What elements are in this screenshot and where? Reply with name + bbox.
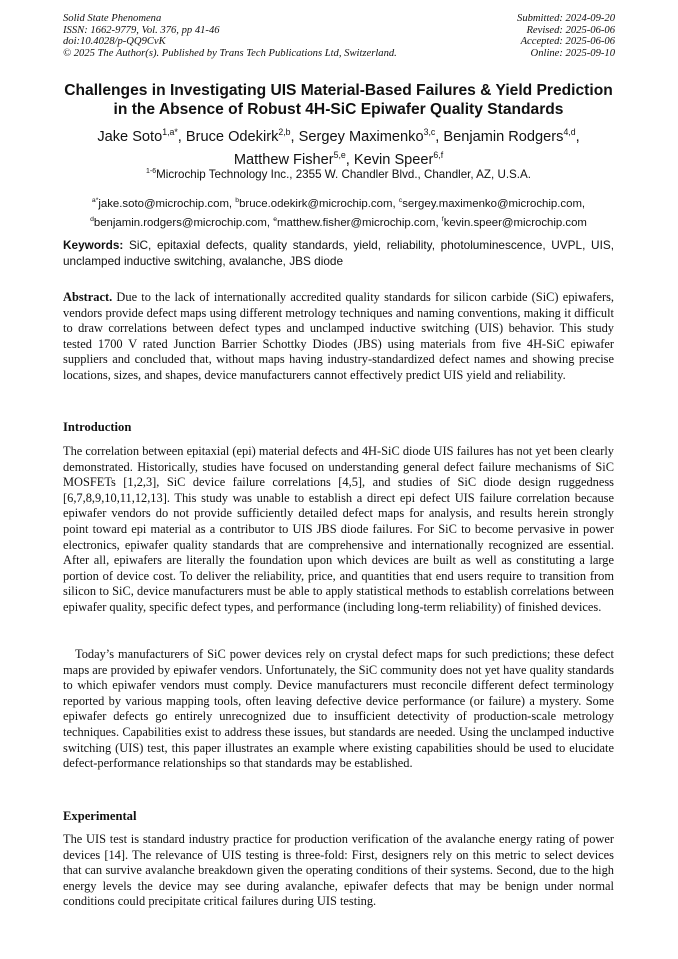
submitted-date: Submitted: 2024-09-20	[517, 13, 615, 24]
email-link[interactable]: $^b$bruce.odekirk@microchip.com,	[235, 197, 399, 210]
keywords-label: Keywords:	[63, 238, 124, 252]
abstract-text: Due to the lack of internationally accredited quality standards for silicon carbide (SiC) epiwafers, vendors provide defect maps using different metrology techniques and naming conventions, making it difficult to draw correlations between defect types and unclamped inductive switching (UIS) behavior. This study tested 1700 V rated Junction Barrier Schottky Diodes (JBS) using materials from five 4H-SiC epiwafer suppliers and concluded that, without maps having industry-standardized defect names and showing precise locations, sizes, and shapes, device manufacturers cannot effectively predict UIS yield and reliability.	[63, 290, 614, 382]
author: Matthew Fisher$^{5,e}$	[233, 150, 346, 169]
publication-dates	[517, 13, 615, 59]
abstract	[63, 290, 614, 384]
author: Sergey Maximenko$^{3,c}$	[298, 127, 436, 145]
journal-info	[63, 13, 397, 59]
keywords	[63, 238, 614, 269]
author: Kevin Speer$^{6,f}$	[353, 150, 444, 169]
revised-date: Revised: 2025-06-06	[526, 24, 615, 36]
paper-title: Challenges in Investigating UIS Material-Based Failures & Yield Prediction in the Absence of Robust 4H-SiC Epiwafer Quality Standards	[64, 82, 613, 118]
author: Benjamin Rodgers$^{4,d}$	[443, 127, 576, 145]
paragraph: Today’s manufacturers of SiC power devices rely on crystal defect maps for such predictions; these defect maps are provided by epiwafer vendors. Unfortunately, the SiC community does not yet have quality standards to which epiwafer vendors must comply. Device manufacturers must reconcile different defect terminology reported by various mapping tools, often leaving defective device performance (or failure) a mystery. Some epiwafer defects go entirely unrecognized due to insufficient detectivity of production-scale metrology techniques. Capabilities exist to address these issues, but standards are needed. Using the unclamped inductive switching (UIS) test, this paper illustrates an example where existing capabilities should be used to elucidate defect-performance relationships so that standards may be established.	[63, 647, 614, 771]
email-link[interactable]: $^e$matthew.fisher@microchip.com,	[273, 216, 442, 230]
section-heading-experimental: Experimental	[63, 809, 137, 823]
affiliation: $^{1-6}$Microchip Technology Inc., 2355 W. Chandler Blvd., Chandler, AZ, U.S.A.	[146, 168, 531, 181]
email-link[interactable]: $^{a*}$jake.soto@microchip.com,	[91, 197, 236, 210]
paragraph: The UIS test is standard industry practice for production verification of the avalanche energy rating of power devices [14]. The relevance of UIS testing is three-fold: First, designers rely on this metric to select devices that can survive avalanche breakdown given the operating conditions of their systems. Second, due to the high energy levels the device may see during avalanche, epiwafer defects that may be benign under normal conditions could precipitate critical failures during UIS testing.	[63, 832, 614, 909]
paragraph: The correlation between epitaxial (epi) material defects and 4H-SiC diode UIS failures has not yet been clearly demonstrated. Historically, studies have focused on understanding general defect failure mechanisms of SiC MOSFETs [1,2,3], SiC device failure correlations [4,5], and studies of SiC diode design ruggedness [6,7,8,9,10,11,12,13]. This study was unable to establish a direct epi defect UIS failure correlation because epiwafer vendors do not provide sufficiently detailed defect maps for analysis, and results herein strongly point toward epi material as a contributor to UIS JBS diode failures. For SiC to become pervasive in power electronics, epiwafer quality standards that are comprehensive and internationally recognized are essential. After all, epiwafers are literally the foundation upon which devices are built as well as constituting a large portion of device cost. To deliver the reliability, price, and quantities that end users require to transition from silicon to SiC, device manufacturers must be able to apply statistical methods to establish correlations between epiwafer quality, specific defect types, and performance (including long-term reliability) of finished devices.	[63, 444, 614, 614]
doi-link[interactable]: doi:10.4028/p-QQ9CvK	[63, 36, 166, 48]
online-date: Online: 2025-09-10	[530, 47, 615, 59]
email-link[interactable]: $^d$benjamin.rodgers@microchip.com,	[90, 216, 274, 230]
author-list: Jake Soto$^{1,a*}$, Bruce Odekirk$^{2,b}$, Sergey Maximenko$^{3,c}$, Benjamin Rodgers$^{4,d}$, Matthew Fisher$^{5,e}$, Kevin Speer$^{6,f}$	[97, 127, 580, 169]
journal-name: Solid State Phenomena	[63, 13, 162, 24]
author-emails	[63, 193, 614, 232]
section-heading-introduction: Introduction	[63, 420, 132, 434]
email-link[interactable]: $^f$kevin.speer@microchip.com	[441, 216, 587, 230]
author: Bruce Odekirk$^{2,b}$	[185, 127, 291, 145]
keywords-text: SiC, epitaxial defects, quality standards, yield, reliability, photoluminescence, UVPL, UIS, unclamped inductive switching, avalanche, JBS diode	[63, 238, 614, 268]
abstract-label: Abstract.	[63, 290, 113, 304]
accepted-date: Accepted: 2025-06-06	[520, 36, 615, 48]
email-link[interactable]: $^c$sergey.maximenko@microchip.com,	[398, 197, 586, 210]
issn: ISSN: 1662-9779, Vol. 376, pp 41-46	[63, 24, 220, 36]
author: Jake Soto$^{1,a*}$	[97, 127, 178, 145]
copyright: © 2025 The Author(s). Published by Trans Tech Publications Ltd, Switzerland.	[63, 47, 397, 59]
